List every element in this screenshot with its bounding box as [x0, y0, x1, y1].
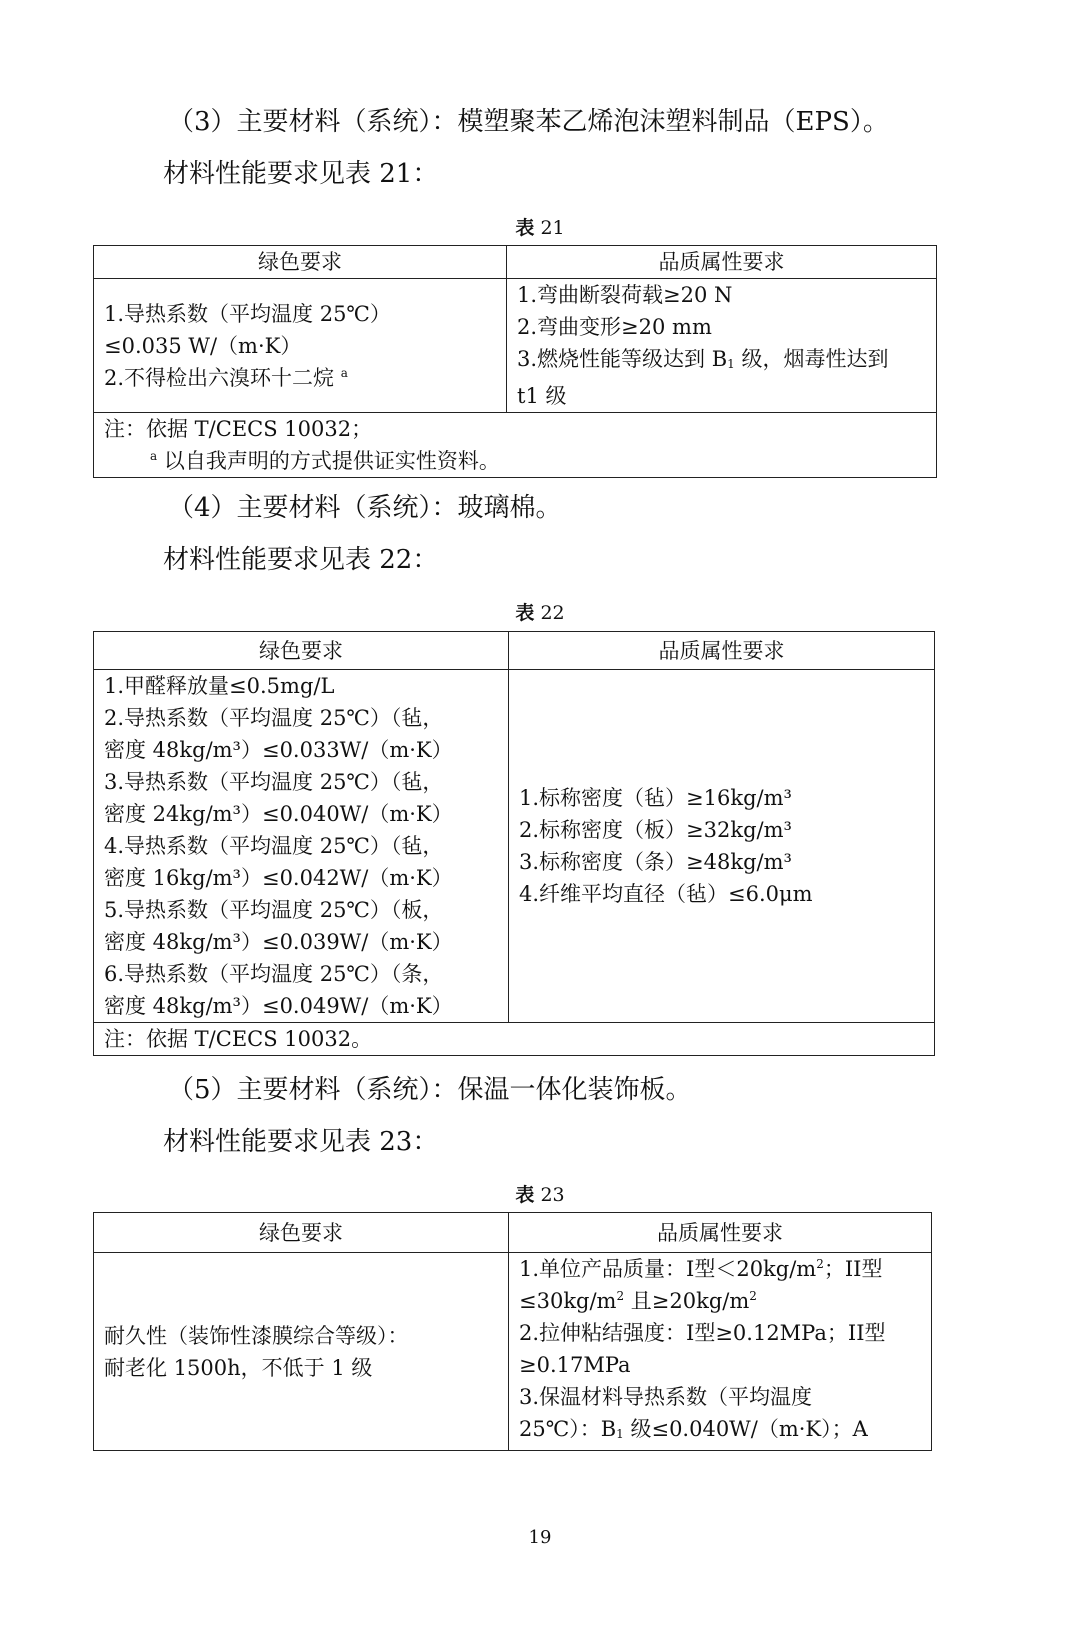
green-line: 4.导热系数（平均温度 25℃）（毡， [104, 834, 444, 858]
caption-prefix: 表 [515, 217, 535, 239]
note-line: $^a$ 以自我声明的方式提供证实性资料。 [150, 449, 500, 473]
green-requirements-cell [94, 1253, 509, 1451]
quality-requirements-cell [507, 279, 937, 413]
quality-line: t1 级 [517, 384, 567, 408]
table-note [94, 1023, 935, 1056]
green-line: 密度 16kg/m³）≤0.042W/（m·K） [104, 866, 453, 890]
green-line: 2.不得检出六溴环十二烷 $^a$ [104, 365, 348, 390]
section-3-heading: （3）主要材料（系统）：模塑聚苯乙烯泡沫塑料制品（EPS）。 [168, 107, 889, 137]
quality-line: 1.标称密度（毡）≥16kg/m³ [519, 786, 792, 810]
green-line: 1.甲醛释放量≤0.5mg/L [104, 674, 335, 698]
quality-line: 2.标称密度（板）≥32kg/m³ [519, 818, 792, 842]
table-23-caption [0, 1183, 1080, 1207]
green-line: 2.导热系数（平均温度 25℃）（毡， [104, 706, 444, 730]
table-23 [93, 1212, 932, 1451]
caption-number: 21 [540, 217, 565, 239]
caption-prefix: 表 [515, 602, 535, 624]
quality-line: $\le 30kg/m^2$ 且$\ge 20kg/m^2$ [519, 1289, 757, 1313]
note-line: 注：依据 T/CECS 10032。 [104, 1027, 373, 1051]
quality-line: 3.燃烧性能等级达到 B1 级，烟毒性达到 [517, 347, 889, 371]
section-4-heading: （4）主要材料（系统）：玻璃棉。 [168, 493, 562, 523]
caption-number: 23 [540, 1184, 565, 1206]
page-number: 19 [528, 1527, 552, 1548]
quality-line: 2.拉伸粘结强度：I型≥0.12MPa；II型 [519, 1321, 886, 1345]
table-21 [93, 245, 937, 478]
caption-number: 22 [540, 602, 565, 624]
table-22-caption [0, 601, 1080, 625]
header-quality: 品质属性要求 [509, 632, 935, 670]
header-green: 绿色要求 [94, 246, 507, 279]
table-22 [93, 631, 935, 1056]
quality-line: 2.弯曲变形≥20 mm [517, 315, 712, 339]
table-21-caption [0, 216, 1080, 240]
quality-requirements-cell [509, 670, 935, 1023]
green-line: 耐久性（装饰性漆膜综合等级）： [104, 1323, 409, 1348]
quality-line: 3.标称密度（条）≥48kg/m³ [519, 850, 792, 874]
header-quality: 品质属性要求 [509, 1213, 932, 1253]
caption-prefix: 表 [515, 1184, 535, 1206]
green-line: 密度 48kg/m³）≤0.033W/（m·K） [104, 738, 453, 762]
green-requirements-cell [94, 279, 507, 413]
quality-line: 3.保温材料导热系数（平均温度 [519, 1385, 813, 1409]
header-quality: 品质属性要求 [507, 246, 937, 279]
green-line: ≤0.035 W/（m·K） [104, 333, 302, 358]
note-line: 注：依据 T/CECS 10032； [104, 417, 373, 441]
quality-requirements-cell [509, 1253, 932, 1451]
footnote-mark: a [150, 449, 158, 463]
table-note [94, 413, 937, 478]
green-line: 密度 48kg/m³）≤0.049W/（m·K） [104, 994, 453, 1018]
quality-line: ≥0.17MPa [519, 1353, 631, 1377]
green-line: 密度 24kg/m³）≤0.040W/（m·K） [104, 802, 453, 826]
green-line: 密度 48kg/m³）≤0.039W/（m·K） [104, 930, 453, 954]
footnote-mark: a [340, 365, 348, 380]
green-requirements-cell [94, 670, 509, 1023]
quality-line: 1.单位产品质量：I型$<20kg/m^2$；II型 [519, 1257, 883, 1281]
green-line: 5.导热系数（平均温度 25℃）（板， [104, 898, 444, 922]
section-4-intro: 材料性能要求见表 22： [163, 545, 439, 575]
green-line: 耐老化 1500h，不低于 1 级 [104, 1355, 373, 1380]
green-line: 3.导热系数（平均温度 25℃）（毡， [104, 770, 444, 794]
header-green: 绿色要求 [94, 632, 509, 670]
quality-line: 25℃）：B1 级≤0.040W/（m·K）；A [519, 1417, 868, 1441]
section-5-intro: 材料性能要求见表 23： [163, 1127, 439, 1157]
section-5-heading: （5）主要材料（系统）：保温一体化装饰板。 [168, 1075, 692, 1105]
green-line: 1.导热系数（平均温度 25℃） [104, 301, 391, 326]
quality-line: 1.弯曲断裂荷载≥20 N [517, 283, 733, 307]
quality-line: 4.纤维平均直径（毡）≤6.0μm [519, 882, 813, 906]
green-line: 6.导热系数（平均温度 25℃）（条， [104, 962, 444, 986]
header-green: 绿色要求 [94, 1213, 509, 1253]
section-3-intro: 材料性能要求见表 21： [163, 159, 439, 189]
